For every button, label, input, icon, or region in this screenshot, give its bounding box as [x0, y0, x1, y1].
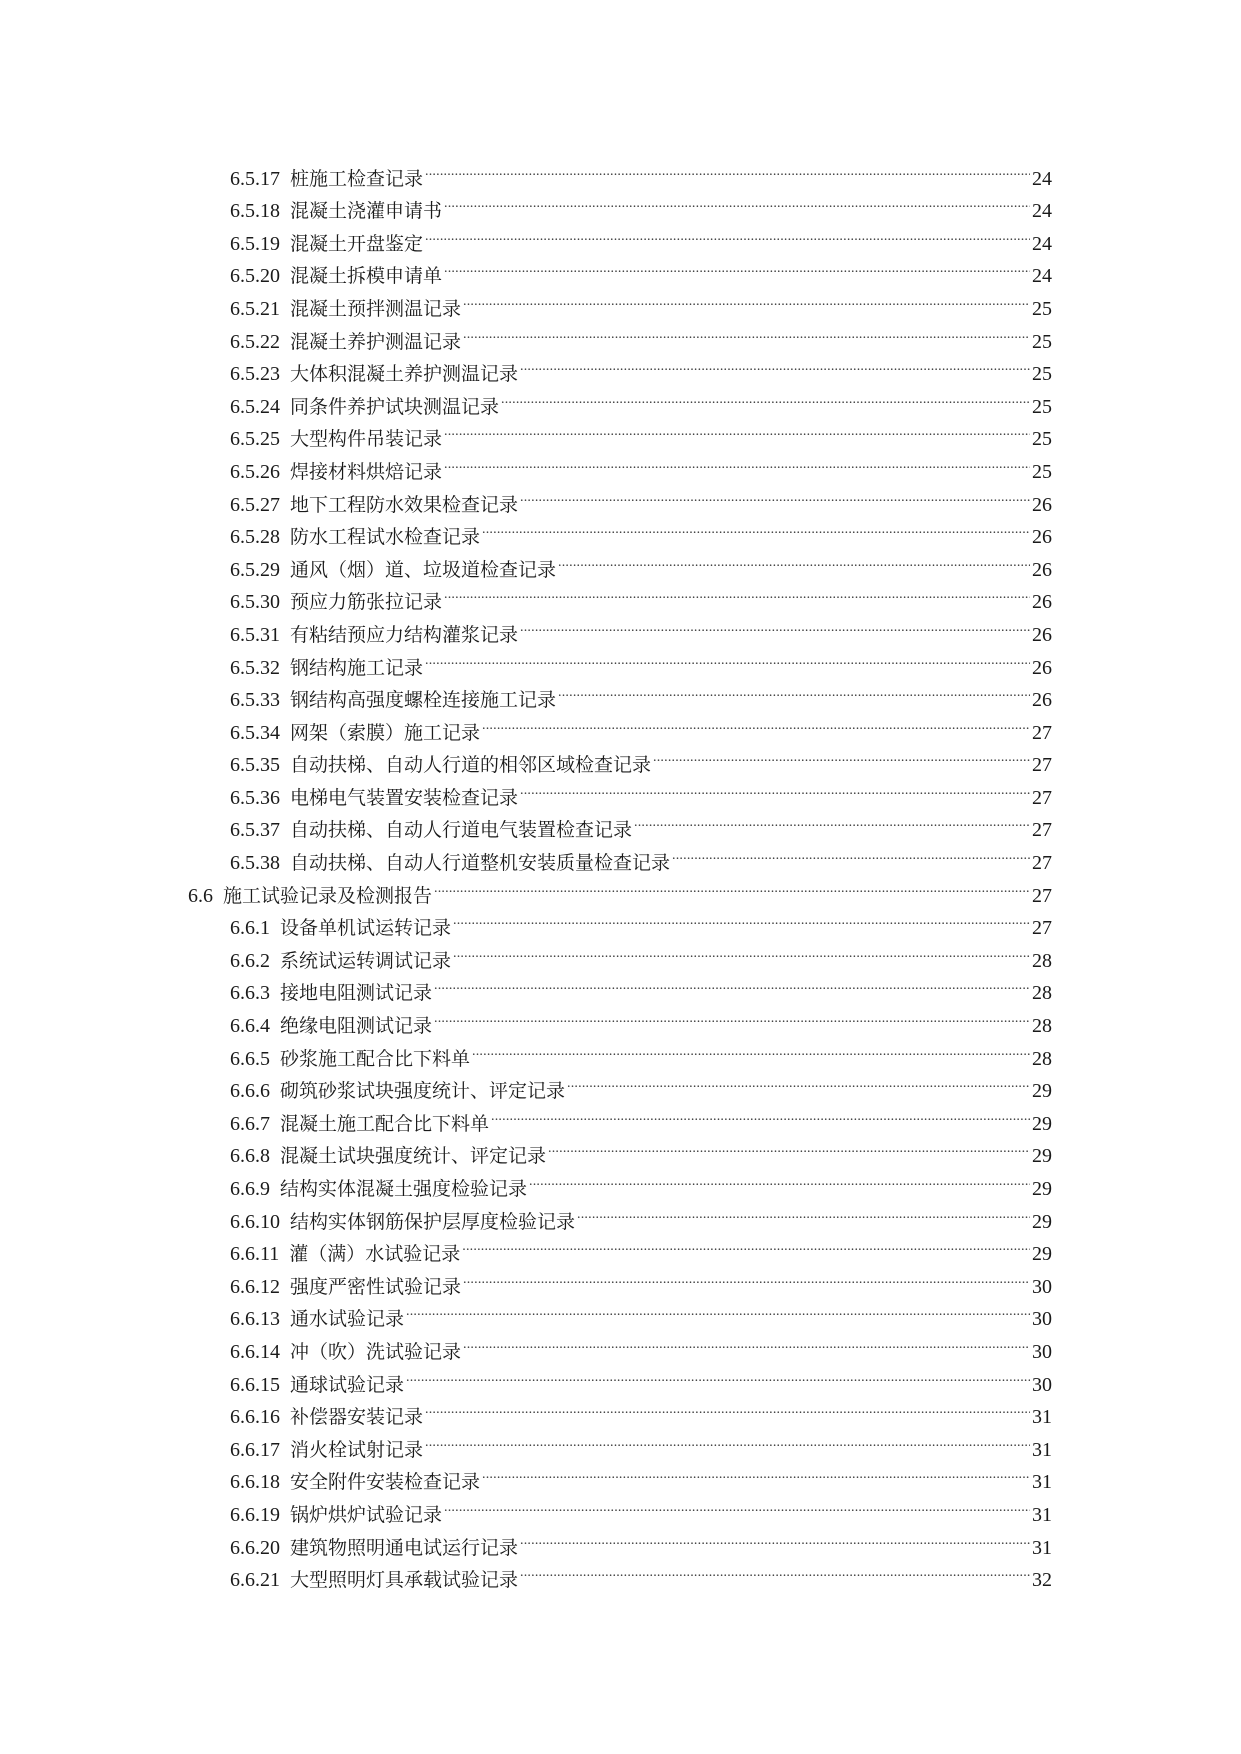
- toc-entry-title: 冲（吹）洗试验记录: [290, 1340, 462, 1363]
- toc-dot-leader: [529, 1162, 1030, 1195]
- toc-entry-title: 安全附件安装检查记录: [290, 1471, 481, 1494]
- toc-entry-title: 同条件养护试块测温记录: [290, 395, 500, 418]
- toc-dot-leader: [453, 902, 1030, 935]
- toc-entry-title: 混凝土开盘鉴定: [290, 232, 424, 255]
- toc-dot-leader: [425, 641, 1030, 674]
- toc-dot-leader: [482, 1456, 1030, 1489]
- toc-dot-leader: [520, 771, 1030, 804]
- toc-entry-number: 6.5.36: [230, 786, 280, 809]
- toc-entry-page-number: 25: [1032, 330, 1052, 353]
- toc-entry-title: 建筑物照明通电试运行记录: [290, 1536, 519, 1559]
- toc-entry-title: 大型照明灯具承载试验记录: [290, 1569, 519, 1592]
- toc-entry-title: 大体积混凝土养护测温记录: [290, 363, 519, 386]
- toc-entry-page-number: 25: [1032, 428, 1052, 451]
- toc-entry-number: 6.5.21: [230, 297, 280, 320]
- toc-dot-leader: [558, 674, 1030, 707]
- toc-dot-leader: [444, 445, 1030, 478]
- toc-entry-title: 混凝土预拌测温记录: [290, 297, 462, 320]
- toc-entry-number: 6.5.23: [230, 363, 280, 386]
- toc-dot-leader: [520, 1554, 1030, 1587]
- toc-entry-number: 6.6.3: [230, 982, 270, 1005]
- toc-dot-leader: [425, 1423, 1030, 1456]
- toc-entry-page-number: 26: [1032, 558, 1052, 581]
- toc-entry[interactable]: [188, 152, 1052, 190]
- toc-entry-title: 钢结构施工记录: [290, 656, 424, 679]
- toc-entry-title: 有粘结预应力结构灌浆记录: [290, 623, 519, 646]
- toc-entry-number: 6.5.31: [230, 623, 280, 646]
- toc-dot-leader: [444, 250, 1030, 283]
- toc-entry-page-number: 26: [1032, 623, 1052, 646]
- toc-entry-number: 6.6.11: [230, 1243, 280, 1266]
- toc-entry-page-number: 29: [1032, 1145, 1052, 1168]
- toc-entry-number: 6.5.37: [230, 819, 280, 842]
- toc-dot-leader: [634, 804, 1030, 837]
- toc-entry-page-number: 29: [1032, 1243, 1052, 1266]
- toc-entry-number: 6.5.27: [230, 493, 280, 516]
- toc-entry-page-number: 27: [1032, 786, 1052, 809]
- toc-dot-leader: [434, 967, 1030, 1000]
- toc-entry-title: 混凝土浇灌申请书: [290, 200, 443, 223]
- toc-dot-leader: [462, 1228, 1030, 1261]
- toc-entry-page-number: 28: [1032, 1047, 1052, 1070]
- toc-entry-title: 设备单机试运转记录: [280, 917, 452, 940]
- toc-entry-page-number: 26: [1032, 493, 1052, 516]
- toc-entry-number: 6.6.6: [230, 1080, 270, 1103]
- toc-entry-page-number: 25: [1032, 460, 1052, 483]
- toc-dot-leader: [463, 1260, 1030, 1293]
- toc-entry-title: 自动扶梯、自动人行道的相邻区域检查记录: [290, 754, 652, 777]
- toc-dot-leader: [463, 315, 1030, 348]
- toc-entry-number: 6.5.33: [230, 689, 280, 712]
- toc-dot-leader: [444, 576, 1030, 609]
- toc-dot-leader: [472, 1032, 1030, 1065]
- toc-entry-title: 消火栓试射记录: [290, 1438, 424, 1461]
- toc-entry-number: 6.5.24: [230, 395, 280, 418]
- toc-entry-number: 6.5.22: [230, 330, 280, 353]
- toc-entry-number: 6.5.18: [230, 200, 280, 223]
- toc-dot-leader: [463, 282, 1030, 315]
- toc-entry-number: 6.6.16: [230, 1406, 280, 1429]
- toc-entry-page-number: 26: [1032, 689, 1052, 712]
- toc-entry-page-number: 29: [1032, 1178, 1052, 1200]
- toc-entry-page-number: 28: [1032, 982, 1052, 1005]
- toc-entry-title: 结构实体钢筋保护层厚度检验记录: [290, 1210, 576, 1233]
- toc-entry-number: 6.6.20: [230, 1536, 280, 1559]
- toc-entry-page-number: 31: [1032, 1536, 1052, 1559]
- toc-entry-number: 6.6.14: [230, 1340, 280, 1363]
- toc-entry-title: 砌筑砂浆试块强度统计、评定记录: [280, 1080, 566, 1103]
- toc-entry-number: 6.5.19: [230, 232, 280, 255]
- toc-dot-leader: [444, 1488, 1030, 1521]
- toc-entry-page-number: 27: [1032, 884, 1052, 907]
- toc-entry-title: 自动扶梯、自动人行道电气装置检查记录: [290, 819, 633, 842]
- toc-entry-title: 灌（满）水试验记录: [289, 1243, 461, 1266]
- toc-entry-number: 6.5.30: [230, 591, 280, 614]
- toc-entry-title: 绝缘电阻测试记录: [280, 1015, 433, 1038]
- toc-entry-number: 6.6.9: [230, 1178, 270, 1200]
- toc-entry-title: 防水工程试水检查记录: [290, 526, 481, 549]
- toc-dot-leader: [463, 1325, 1030, 1358]
- toc-dot-leader: [672, 836, 1030, 869]
- toc-dot-leader: [434, 869, 1030, 902]
- toc-entry-page-number: 31: [1032, 1438, 1052, 1461]
- toc-entry-title: 通水试验记录: [290, 1308, 405, 1331]
- toc-entry-number: 6.5.20: [230, 265, 280, 288]
- toc-entry-page-number: 30: [1032, 1275, 1052, 1298]
- toc-entry-page-number: 27: [1032, 852, 1052, 875]
- toc-entry-number: 6.5.38: [230, 852, 280, 875]
- toc-entry-number: 6.5.29: [230, 558, 280, 581]
- toc-dot-leader: [520, 608, 1030, 641]
- toc-entry-page-number: 28: [1032, 1015, 1052, 1038]
- toc-entry-number: 6.6.12: [230, 1275, 280, 1298]
- toc-dot-leader: [444, 413, 1030, 446]
- toc-dot-leader: [548, 1130, 1030, 1163]
- toc-entry-title: 钢结构高强度螺栓连接施工记录: [290, 689, 557, 712]
- toc-entry-number: 6.6.18: [230, 1471, 280, 1494]
- toc-entry-number: 6.6.8: [230, 1145, 270, 1168]
- toc-dot-leader: [406, 1293, 1030, 1326]
- toc-entry-title: 混凝土试块强度统计、评定记录: [280, 1145, 547, 1168]
- toc-entry-page-number: 27: [1032, 819, 1052, 842]
- toc-entry-page-number: 24: [1032, 167, 1052, 190]
- toc-entry-title: 预应力筋张拉记录: [290, 591, 443, 614]
- toc-entry-page-number: 29: [1032, 1112, 1052, 1135]
- toc-entry-title: 通球试验记录: [290, 1373, 405, 1396]
- toc-entry-number: 6.6.21: [230, 1569, 280, 1592]
- toc-dot-leader: [425, 1391, 1030, 1424]
- toc-entry-number: 6.5.28: [230, 526, 280, 549]
- toc-entry-number: 6.6.1: [230, 917, 270, 940]
- toc-dot-leader: [491, 1097, 1030, 1130]
- toc-entry-page-number: 25: [1032, 363, 1052, 386]
- toc-dot-leader: [653, 739, 1030, 772]
- toc-entry-number: 6.6.15: [230, 1373, 280, 1396]
- toc-entry-title: 锅炉烘炉试验记录: [290, 1503, 443, 1526]
- toc-entry-number: 6.6.4: [230, 1015, 270, 1038]
- toc-dot-leader: [558, 543, 1030, 576]
- toc-dot-leader: [482, 511, 1030, 544]
- toc-entry-title: 电梯电气装置安装检查记录: [290, 786, 519, 809]
- toc-entry-title: 补偿器安装记录: [290, 1406, 424, 1429]
- toc-entry-page-number: 27: [1032, 917, 1052, 940]
- toc-dot-leader: [520, 1521, 1030, 1554]
- toc-entry-title: 混凝土施工配合比下料单: [280, 1112, 490, 1135]
- toc-entry-page-number: 24: [1032, 232, 1052, 255]
- toc-dot-leader: [577, 1195, 1030, 1228]
- toc-entry-number: 6.5.34: [230, 721, 280, 744]
- toc-entry-page-number: 25: [1032, 395, 1052, 418]
- toc-entry-page-number: 26: [1032, 526, 1052, 549]
- toc-entry-title: 桩施工检查记录: [290, 167, 424, 190]
- toc-entry-page-number: 32: [1032, 1569, 1052, 1592]
- toc-entry-page-number: 29: [1032, 1080, 1052, 1103]
- toc-entry-number: 6.6.7: [230, 1112, 270, 1135]
- toc-entry-page-number: 31: [1032, 1406, 1052, 1429]
- toc-entry-page-number: 27: [1032, 754, 1052, 777]
- toc-entry-page-number: 27: [1032, 721, 1052, 744]
- toc-dot-leader: [425, 152, 1030, 185]
- toc-entry-number: 6.6.2: [230, 949, 270, 972]
- toc-entry-title: 接地电阻测试记录: [280, 982, 433, 1005]
- toc-entry-title: 地下工程防水效果检查记录: [290, 493, 519, 516]
- toc-dot-leader: [567, 1065, 1030, 1098]
- toc-entry-title: 焊接材料烘焙记录: [290, 460, 443, 483]
- toc-entry-number: 6.6.5: [230, 1047, 270, 1070]
- toc-dot-leader: [444, 185, 1030, 218]
- toc-entry-title: 混凝土养护测温记录: [290, 330, 462, 353]
- toc-entry-page-number: 26: [1032, 656, 1052, 679]
- toc-entry-number: 6.5.26: [230, 460, 280, 483]
- toc-entry-page-number: 30: [1032, 1373, 1052, 1396]
- table-of-contents: [188, 152, 1052, 1592]
- toc-dot-leader: [520, 348, 1030, 381]
- toc-entry-page-number: 29: [1032, 1210, 1052, 1233]
- toc-entry-page-number: 28: [1032, 949, 1052, 972]
- toc-entry-page-number: 31: [1032, 1503, 1052, 1526]
- toc-entry-title: 大型构件吊装记录: [290, 428, 443, 451]
- toc-entry-title: 施工试验记录及检测报告: [223, 884, 433, 907]
- toc-entry-page-number: 24: [1032, 200, 1052, 223]
- toc-entry-number: 6.6: [188, 884, 213, 907]
- toc-entry-title: 混凝土拆模申请单: [290, 265, 443, 288]
- toc-entry-number: 6.5.17: [230, 167, 280, 190]
- toc-entry-number: 6.6.19: [230, 1503, 280, 1526]
- toc-dot-leader: [406, 1358, 1030, 1391]
- toc-dot-leader: [520, 478, 1030, 511]
- toc-entry-number: 6.5.35: [230, 754, 280, 777]
- toc-entry-page-number: 30: [1032, 1308, 1052, 1331]
- toc-entry-title: 系统试运转调试记录: [280, 949, 452, 972]
- toc-entry-number: 6.6.17: [230, 1438, 280, 1461]
- toc-entry-title: 通风（烟）道、垃圾道检查记录: [290, 558, 557, 581]
- toc-dot-leader: [434, 999, 1030, 1032]
- toc-entry-page-number: 30: [1032, 1340, 1052, 1363]
- toc-dot-leader: [453, 934, 1030, 967]
- toc-entry-title: 强度严密性试验记录: [290, 1275, 462, 1298]
- toc-entry-number: 6.6.13: [230, 1308, 280, 1331]
- toc-entry-number: 6.5.25: [230, 428, 280, 451]
- toc-dot-leader: [482, 706, 1030, 739]
- toc-entry-page-number: 25: [1032, 297, 1052, 320]
- toc-entry-number: 6.5.32: [230, 656, 280, 679]
- toc-entry-page-number: 31: [1032, 1471, 1052, 1494]
- toc-entry-title: 砂浆施工配合比下料单: [280, 1047, 471, 1070]
- toc-dot-leader: [501, 380, 1030, 413]
- toc-entry-title: 网架（索膜）施工记录: [290, 721, 481, 744]
- toc-entry-title: 自动扶梯、自动人行道整机安装质量检查记录: [290, 852, 671, 875]
- toc-entry-page-number: 26: [1032, 591, 1052, 614]
- toc-dot-leader: [425, 217, 1030, 250]
- toc-entry-title: 结构实体混凝土强度检验记录: [280, 1178, 528, 1200]
- toc-entry-page-number: 24: [1032, 265, 1052, 288]
- toc-entry-number: 6.6.10: [230, 1210, 280, 1233]
